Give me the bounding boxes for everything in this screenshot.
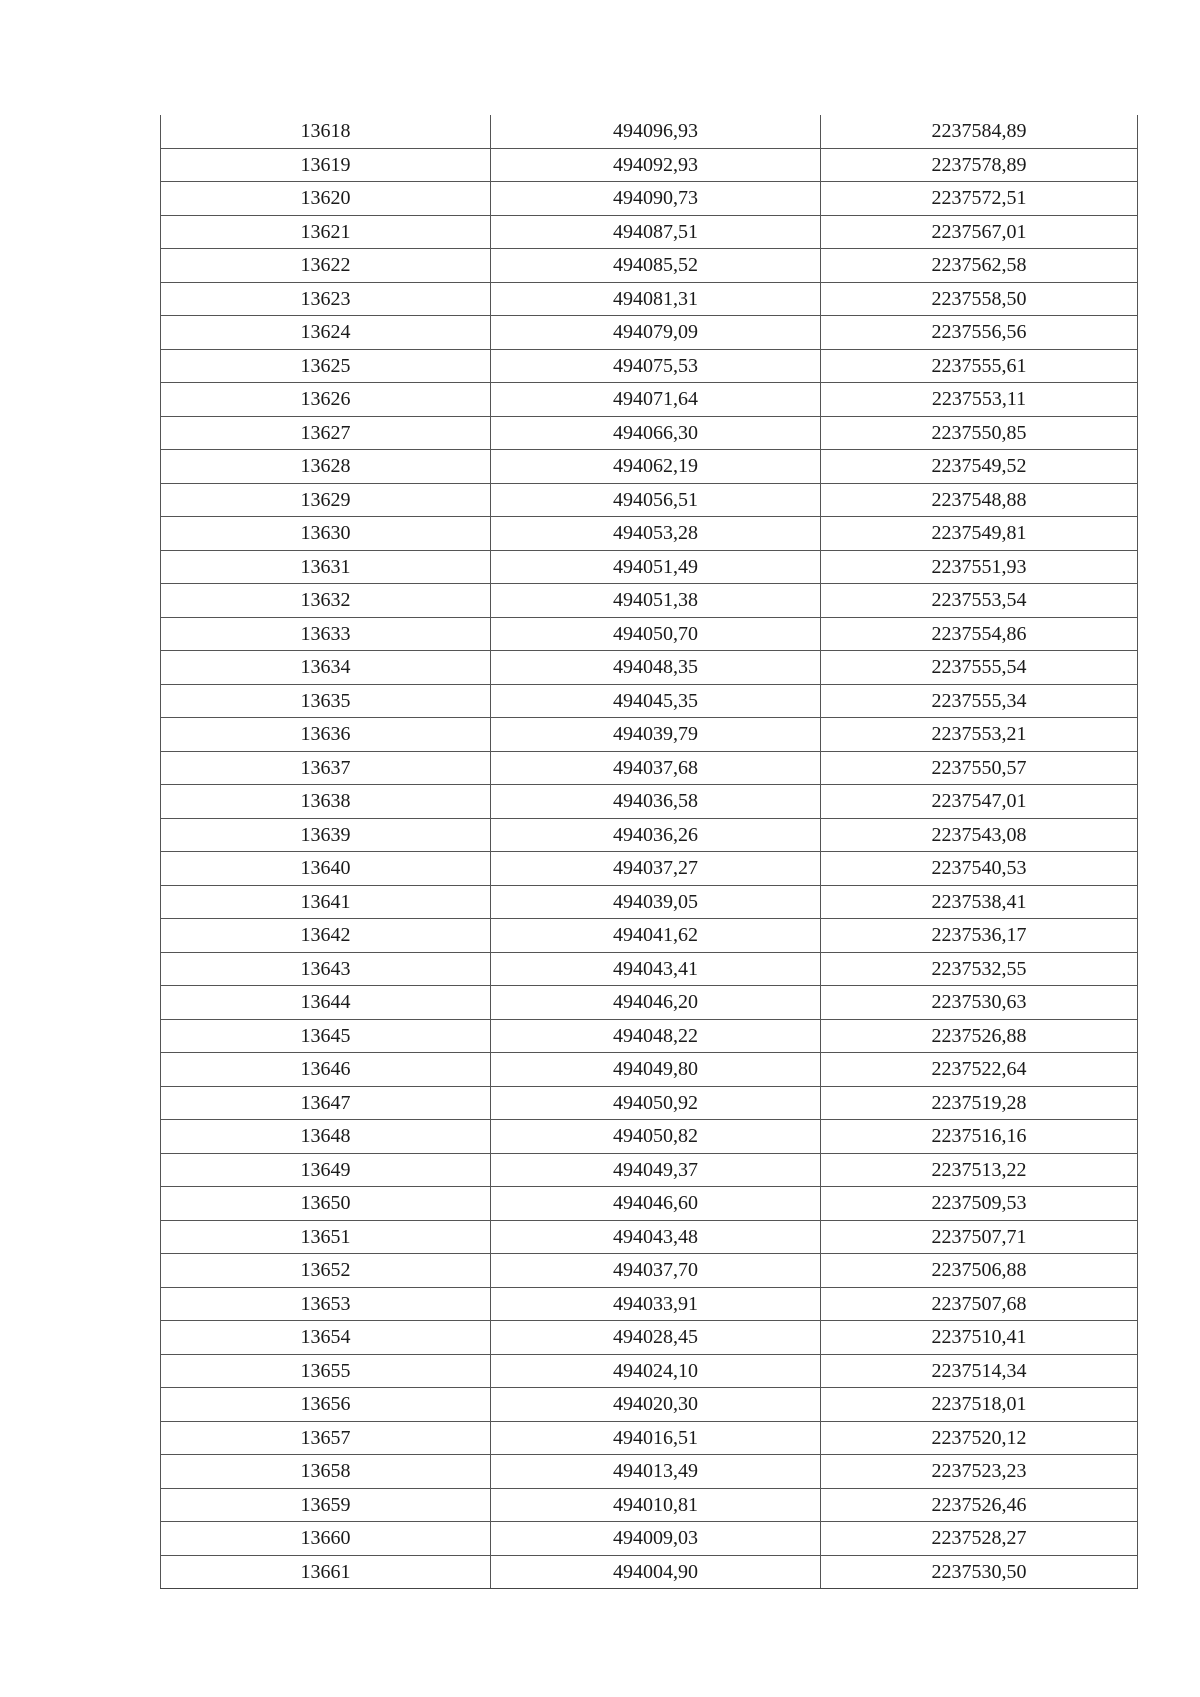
point-number-cell: 13652 bbox=[161, 1254, 491, 1288]
y-coordinate-cell: 2237530,50 bbox=[821, 1555, 1138, 1589]
table-row bbox=[161, 349, 1138, 383]
point-number-cell: 13634 bbox=[161, 651, 491, 685]
point-number-cell: 13618 bbox=[161, 115, 491, 148]
table-row bbox=[161, 818, 1138, 852]
y-coordinate-cell: 2237507,68 bbox=[821, 1287, 1138, 1321]
x-coordinate-cell: 494045,35 bbox=[491, 684, 821, 718]
point-number-cell: 13625 bbox=[161, 349, 491, 383]
table-row bbox=[161, 483, 1138, 517]
x-coordinate-cell: 494048,22 bbox=[491, 1019, 821, 1053]
x-coordinate-cell: 494046,60 bbox=[491, 1187, 821, 1221]
table-row bbox=[161, 1321, 1138, 1355]
point-number-cell: 13649 bbox=[161, 1153, 491, 1187]
x-coordinate-cell: 494050,82 bbox=[491, 1120, 821, 1154]
y-coordinate-cell: 2237536,17 bbox=[821, 919, 1138, 953]
x-coordinate-cell: 494043,48 bbox=[491, 1220, 821, 1254]
y-coordinate-cell: 2237553,54 bbox=[821, 584, 1138, 618]
table-row bbox=[161, 1053, 1138, 1087]
x-coordinate-cell: 494053,28 bbox=[491, 517, 821, 551]
table-row bbox=[161, 617, 1138, 651]
y-coordinate-cell: 2237519,28 bbox=[821, 1086, 1138, 1120]
point-number-cell: 13656 bbox=[161, 1388, 491, 1422]
y-coordinate-cell: 2237507,71 bbox=[821, 1220, 1138, 1254]
x-coordinate-cell: 494013,49 bbox=[491, 1455, 821, 1489]
y-coordinate-cell: 2237506,88 bbox=[821, 1254, 1138, 1288]
point-number-cell: 13651 bbox=[161, 1220, 491, 1254]
table-row bbox=[161, 919, 1138, 953]
point-number-cell: 13619 bbox=[161, 148, 491, 182]
table-row bbox=[161, 852, 1138, 886]
y-coordinate-cell: 2237555,61 bbox=[821, 349, 1138, 383]
y-coordinate-cell: 2237584,89 bbox=[821, 115, 1138, 148]
x-coordinate-cell: 494092,93 bbox=[491, 148, 821, 182]
point-number-cell: 13633 bbox=[161, 617, 491, 651]
table-row bbox=[161, 1254, 1138, 1288]
point-number-cell: 13638 bbox=[161, 785, 491, 819]
point-number-cell: 13627 bbox=[161, 416, 491, 450]
y-coordinate-cell: 2237550,85 bbox=[821, 416, 1138, 450]
y-coordinate-cell: 2237520,12 bbox=[821, 1421, 1138, 1455]
point-number-cell: 13648 bbox=[161, 1120, 491, 1154]
point-number-cell: 13635 bbox=[161, 684, 491, 718]
x-coordinate-cell: 494051,49 bbox=[491, 550, 821, 584]
y-coordinate-cell: 2237567,01 bbox=[821, 215, 1138, 249]
x-coordinate-cell: 494037,70 bbox=[491, 1254, 821, 1288]
y-coordinate-cell: 2237532,55 bbox=[821, 952, 1138, 986]
x-coordinate-cell: 494096,93 bbox=[491, 115, 821, 148]
point-number-cell: 13629 bbox=[161, 483, 491, 517]
x-coordinate-cell: 494010,81 bbox=[491, 1488, 821, 1522]
table-row bbox=[161, 148, 1138, 182]
y-coordinate-cell: 2237556,56 bbox=[821, 316, 1138, 350]
point-number-cell: 13637 bbox=[161, 751, 491, 785]
y-coordinate-cell: 2237549,52 bbox=[821, 450, 1138, 484]
point-number-cell: 13659 bbox=[161, 1488, 491, 1522]
table-row bbox=[161, 785, 1138, 819]
x-coordinate-cell: 494016,51 bbox=[491, 1421, 821, 1455]
point-number-cell: 13645 bbox=[161, 1019, 491, 1053]
x-coordinate-cell: 494041,62 bbox=[491, 919, 821, 953]
table-row bbox=[161, 249, 1138, 283]
table-row bbox=[161, 1019, 1138, 1053]
y-coordinate-cell: 2237526,88 bbox=[821, 1019, 1138, 1053]
table-row bbox=[161, 718, 1138, 752]
x-coordinate-cell: 494024,10 bbox=[491, 1354, 821, 1388]
x-coordinate-cell: 494071,64 bbox=[491, 383, 821, 417]
y-coordinate-cell: 2237526,46 bbox=[821, 1488, 1138, 1522]
y-coordinate-cell: 2237553,21 bbox=[821, 718, 1138, 752]
point-number-cell: 13641 bbox=[161, 885, 491, 919]
table-row bbox=[161, 550, 1138, 584]
point-number-cell: 13623 bbox=[161, 282, 491, 316]
y-coordinate-cell: 2237514,34 bbox=[821, 1354, 1138, 1388]
x-coordinate-cell: 494079,09 bbox=[491, 316, 821, 350]
table-row bbox=[161, 282, 1138, 316]
y-coordinate-cell: 2237555,34 bbox=[821, 684, 1138, 718]
table-row bbox=[161, 383, 1138, 417]
point-number-cell: 13643 bbox=[161, 952, 491, 986]
point-number-cell: 13620 bbox=[161, 182, 491, 216]
point-number-cell: 13632 bbox=[161, 584, 491, 618]
table-row bbox=[161, 1287, 1138, 1321]
table-row bbox=[161, 1354, 1138, 1388]
y-coordinate-cell: 2237513,22 bbox=[821, 1153, 1138, 1187]
y-coordinate-cell: 2237509,53 bbox=[821, 1187, 1138, 1221]
table-row bbox=[161, 684, 1138, 718]
table-row bbox=[161, 885, 1138, 919]
table-row bbox=[161, 751, 1138, 785]
y-coordinate-cell: 2237554,86 bbox=[821, 617, 1138, 651]
x-coordinate-cell: 494037,68 bbox=[491, 751, 821, 785]
point-number-cell: 13640 bbox=[161, 852, 491, 886]
x-coordinate-cell: 494081,31 bbox=[491, 282, 821, 316]
x-coordinate-cell: 494043,41 bbox=[491, 952, 821, 986]
table-row bbox=[161, 584, 1138, 618]
x-coordinate-cell: 494039,05 bbox=[491, 885, 821, 919]
table-row bbox=[161, 1555, 1138, 1589]
table-row bbox=[161, 1388, 1138, 1422]
point-number-cell: 13646 bbox=[161, 1053, 491, 1087]
table-row bbox=[161, 316, 1138, 350]
table-row bbox=[161, 450, 1138, 484]
y-coordinate-cell: 2237558,50 bbox=[821, 282, 1138, 316]
table-row bbox=[161, 1086, 1138, 1120]
point-number-cell: 13626 bbox=[161, 383, 491, 417]
x-coordinate-cell: 494051,38 bbox=[491, 584, 821, 618]
table-row bbox=[161, 1153, 1138, 1187]
table-row bbox=[161, 651, 1138, 685]
point-number-cell: 13642 bbox=[161, 919, 491, 953]
y-coordinate-cell: 2237553,11 bbox=[821, 383, 1138, 417]
y-coordinate-cell: 2237572,51 bbox=[821, 182, 1138, 216]
x-coordinate-cell: 494090,73 bbox=[491, 182, 821, 216]
point-number-cell: 13661 bbox=[161, 1555, 491, 1589]
point-number-cell: 13639 bbox=[161, 818, 491, 852]
x-coordinate-cell: 494009,03 bbox=[491, 1522, 821, 1556]
y-coordinate-cell: 2237562,58 bbox=[821, 249, 1138, 283]
y-coordinate-cell: 2237510,41 bbox=[821, 1321, 1138, 1355]
point-number-cell: 13658 bbox=[161, 1455, 491, 1489]
y-coordinate-cell: 2237530,63 bbox=[821, 986, 1138, 1020]
table-row bbox=[161, 1187, 1138, 1221]
y-coordinate-cell: 2237543,08 bbox=[821, 818, 1138, 852]
y-coordinate-cell: 2237523,23 bbox=[821, 1455, 1138, 1489]
x-coordinate-cell: 494036,58 bbox=[491, 785, 821, 819]
point-number-cell: 13657 bbox=[161, 1421, 491, 1455]
table-row bbox=[161, 115, 1138, 148]
table-row bbox=[161, 952, 1138, 986]
point-number-cell: 13631 bbox=[161, 550, 491, 584]
x-coordinate-cell: 494062,19 bbox=[491, 450, 821, 484]
y-coordinate-cell: 2237548,88 bbox=[821, 483, 1138, 517]
table-row bbox=[161, 1455, 1138, 1489]
y-coordinate-cell: 2237549,81 bbox=[821, 517, 1138, 551]
y-coordinate-cell: 2237578,89 bbox=[821, 148, 1138, 182]
point-number-cell: 13624 bbox=[161, 316, 491, 350]
x-coordinate-cell: 494046,20 bbox=[491, 986, 821, 1020]
x-coordinate-cell: 494050,70 bbox=[491, 617, 821, 651]
x-coordinate-cell: 494087,51 bbox=[491, 215, 821, 249]
table-row bbox=[161, 986, 1138, 1020]
point-number-cell: 13621 bbox=[161, 215, 491, 249]
x-coordinate-cell: 494066,30 bbox=[491, 416, 821, 450]
point-number-cell: 13628 bbox=[161, 450, 491, 484]
coordinates-table-body bbox=[161, 115, 1138, 1589]
table-row bbox=[161, 1220, 1138, 1254]
point-number-cell: 13647 bbox=[161, 1086, 491, 1120]
y-coordinate-cell: 2237538,41 bbox=[821, 885, 1138, 919]
y-coordinate-cell: 2237551,93 bbox=[821, 550, 1138, 584]
y-coordinate-cell: 2237522,64 bbox=[821, 1053, 1138, 1087]
point-number-cell: 13653 bbox=[161, 1287, 491, 1321]
x-coordinate-cell: 494037,27 bbox=[491, 852, 821, 886]
x-coordinate-cell: 494033,91 bbox=[491, 1287, 821, 1321]
x-coordinate-cell: 494004,90 bbox=[491, 1555, 821, 1589]
point-number-cell: 13660 bbox=[161, 1522, 491, 1556]
table-row bbox=[161, 1488, 1138, 1522]
x-coordinate-cell: 494048,35 bbox=[491, 651, 821, 685]
y-coordinate-cell: 2237528,27 bbox=[821, 1522, 1138, 1556]
x-coordinate-cell: 494020,30 bbox=[491, 1388, 821, 1422]
y-coordinate-cell: 2237516,16 bbox=[821, 1120, 1138, 1154]
table-row bbox=[161, 1421, 1138, 1455]
table-row bbox=[161, 215, 1138, 249]
table-row bbox=[161, 182, 1138, 216]
x-coordinate-cell: 494028,45 bbox=[491, 1321, 821, 1355]
table-row bbox=[161, 416, 1138, 450]
point-number-cell: 13644 bbox=[161, 986, 491, 1020]
x-coordinate-cell: 494056,51 bbox=[491, 483, 821, 517]
x-coordinate-cell: 494050,92 bbox=[491, 1086, 821, 1120]
x-coordinate-cell: 494049,80 bbox=[491, 1053, 821, 1087]
table-row bbox=[161, 1522, 1138, 1556]
point-number-cell: 13636 bbox=[161, 718, 491, 752]
y-coordinate-cell: 2237555,54 bbox=[821, 651, 1138, 685]
point-number-cell: 13650 bbox=[161, 1187, 491, 1221]
x-coordinate-cell: 494085,52 bbox=[491, 249, 821, 283]
point-number-cell: 13655 bbox=[161, 1354, 491, 1388]
x-coordinate-cell: 494075,53 bbox=[491, 349, 821, 383]
point-number-cell: 13630 bbox=[161, 517, 491, 551]
point-number-cell: 13622 bbox=[161, 249, 491, 283]
table-row bbox=[161, 1120, 1138, 1154]
coordinates-table bbox=[160, 115, 1138, 1589]
y-coordinate-cell: 2237518,01 bbox=[821, 1388, 1138, 1422]
y-coordinate-cell: 2237540,53 bbox=[821, 852, 1138, 886]
x-coordinate-cell: 494036,26 bbox=[491, 818, 821, 852]
y-coordinate-cell: 2237550,57 bbox=[821, 751, 1138, 785]
x-coordinate-cell: 494039,79 bbox=[491, 718, 821, 752]
x-coordinate-cell: 494049,37 bbox=[491, 1153, 821, 1187]
table-row bbox=[161, 517, 1138, 551]
y-coordinate-cell: 2237547,01 bbox=[821, 785, 1138, 819]
point-number-cell: 13654 bbox=[161, 1321, 491, 1355]
